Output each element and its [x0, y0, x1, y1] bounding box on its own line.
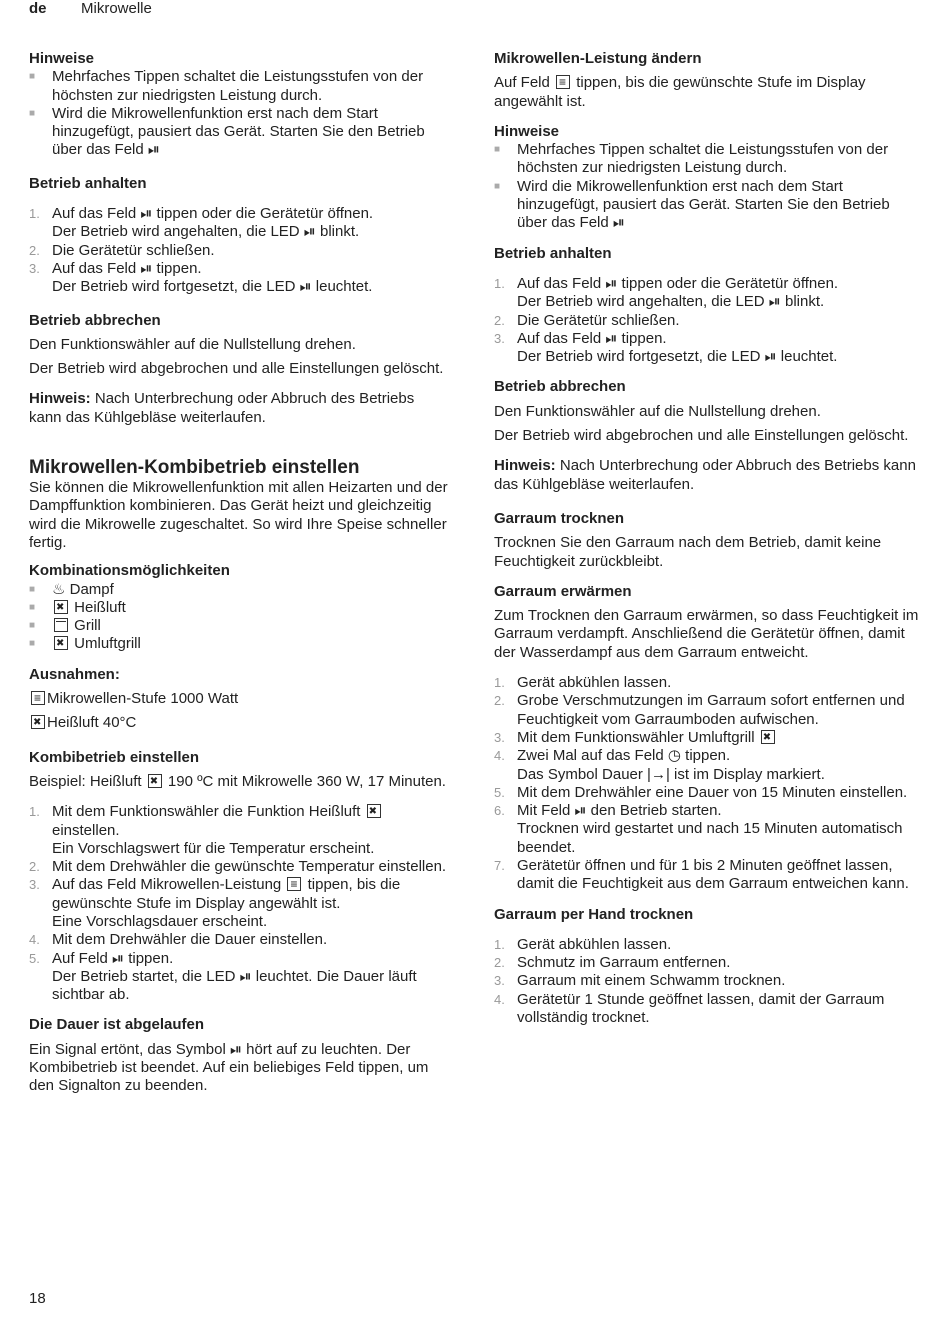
paragraph: Den Funktionswähler auf die Nullstellung drehen.: [494, 402, 821, 420]
list-item: 3. Garraum mit einem Schwamm trocknen.: [494, 972, 786, 990]
section-heading: Mikrowellen-Leistung ändern: [494, 50, 702, 67]
list-item: 5. Auf Feld ⏯ tippen. Der Betrieb startet, die LED ⏯ leuchtet. Die Dauer läuft sichtbar ab.: [29, 949, 417, 1004]
section-title: Mikrowellen-Kombibetrieb einstellen: [29, 457, 360, 479]
hinweise-list: [29, 68, 449, 159]
microwave-power-icon: [31, 691, 45, 705]
paragraph: Der Betrieb wird abgebrochen und alle Einstellungen gelöscht.: [494, 427, 909, 445]
kombibetrieb-steps: [29, 803, 449, 1004]
hand-steps: [494, 936, 919, 1027]
section-heading: Garraum erwärmen: [494, 582, 632, 600]
list-item: 4. Gerätetür 1 Stunde geöffnet lassen, damit der Garraum vollständig trocknet.: [494, 990, 885, 1027]
circulating-grill-icon: [761, 730, 775, 744]
section-heading: Betrieb abbrechen: [494, 378, 626, 396]
right-column: [494, 50, 919, 1027]
section-heading: Betrieb abbrechen: [29, 311, 161, 329]
paragraph: Der Betrieb wird abgebrochen und alle Einstellungen gelöscht.: [29, 360, 444, 378]
chapter-title: Mikrowelle: [81, 0, 152, 17]
paragraph: Zum Trocknen den Garraum erwärmen, so dass Feuchtigkeit im Garraum verdampft. Anschließend die Gerätetür öffnen, damit der Wasserdampf aus dem Garraum entweicht.: [494, 607, 919, 661]
hot-air-icon: [367, 804, 381, 818]
steam-icon: ♨: [52, 580, 66, 598]
list-item: 6. Mit Feld ⏯ den Betrieb starten. Trocknen wird gestartet und nach 15 Minuten automatisch beendet.: [494, 802, 903, 856]
list-item: ✖ ■ Umluftgrill: [29, 635, 449, 653]
section-heading: Hinweise: [29, 50, 95, 67]
section-heading: Garraum trocknen: [494, 509, 625, 527]
section-heading: Betrieb anhalten: [29, 174, 147, 192]
section-heading: Hinweise: [494, 122, 560, 140]
list-item: 3. Auf das Feld ⏯ tippen. Der Betrieb wird fortgesetzt, die LED ⏯ leuchtet.: [29, 259, 373, 296]
list-item: 4. Zwei Mal auf das Feld ◷ tippen. Das Symbol Dauer |→| ist im Display markiert.: [494, 747, 825, 783]
list-item: 1. Mit dem Funktionswähler die Funktion Heißluft ✖ einstellen. Ein Vorschlagswert für die Temperatur erscheint.: [29, 803, 449, 858]
note-paragraph: Hinweis: Nach Unterbrechung oder Abbruch des Betriebs kann das Kühlgebläse weiterlaufen.: [494, 457, 916, 493]
circulating-grill-icon: [54, 636, 68, 650]
list-item: ■ Mehrfaches Tippen schaltet die Leistungsstufen von der höchsten zur niedrigsten Leistung durch.: [29, 68, 449, 105]
paragraph: Den Funktionswähler auf die Nullstellung drehen.: [29, 335, 356, 353]
page-number: 18: [29, 1290, 46, 1307]
page-header: [29, 0, 152, 18]
list-item: 1. Gerät abkühlen lassen.: [494, 935, 672, 953]
list-item: 2. Grobe Verschmutzungen im Garraum sofort entfernen und Feuchtigkeit vom Garraumboden aufwischen.: [494, 692, 905, 728]
section-heading: Kombinationsmöglichkeiten: [29, 562, 230, 580]
list-item: 7. Gerätetür öffnen und für 1 bis 2 Minuten geöffnet lassen, damit die Feuchtigkeit aus dem Garraum entweichen kann.: [494, 856, 909, 893]
list-item: ✖ ■ Heißluft: [29, 599, 449, 617]
list-item: 1. Auf das Feld ⏯ tippen oder die Gerätetür öffnen. Der Betrieb wird angehalten, die LED ⏯ blinkt.: [29, 205, 374, 241]
paragraph: Sie können die Mikrowellenfunktion mit allen Heizarten und der Dampffunktion kombinieren. Das Gerät heizt und gleichzeitig wird die Mikrowelle zugeschaltet. So wird Ihre Speise schneller fertig.: [29, 479, 448, 551]
paragraph: Trocknen Sie den Garraum nach dem Betrieb, damit keine Feuchtigkeit zurückbleibt.: [494, 534, 882, 570]
list-item: ■ Wird die Mikrowellenfunktion erst nach dem Start hinzugefügt, pausiert das Gerät. Starten Sie den Betrieb über das Feld ⏯: [494, 178, 919, 233]
paragraph: Beispiel: Heißluft ✖ 190 ºC mit Mikrowelle 360 W, 17 Minuten.: [29, 773, 449, 791]
list-item: 2. Die Gerätetür schließen.: [494, 311, 680, 329]
erwaermen-steps: [494, 674, 919, 894]
list-item: 1. Auf das Feld ⏯ tippen oder die Gerätetür öffnen. Der Betrieb wird angehalten, die LED ⏯ blinkt.: [494, 274, 839, 311]
hinweise-list: [494, 141, 919, 232]
anhalten-steps: [494, 275, 919, 366]
hot-air-icon: [54, 600, 68, 614]
section-heading: Die Dauer ist abgelaufen: [29, 1016, 205, 1034]
paragraph: ✖Heißluft 40°C: [29, 714, 449, 732]
list-item: ■ ♨ Dampf: [29, 581, 449, 599]
language-code: de: [29, 0, 47, 17]
list-item: 3. Auf das Feld Mikrowellen-Leistung ≡ tippen, bis die gewünschte Stufe im Display angewählt ist. Eine Vorschlagsdauer erscheint.: [29, 876, 449, 931]
hot-air-icon: [148, 774, 162, 788]
section-heading: Garraum per Hand trocknen: [494, 905, 694, 923]
hot-air-icon: [31, 715, 45, 729]
list-item: ■ Grill: [29, 617, 449, 635]
section-heading: Ausnahmen:: [29, 665, 120, 683]
note-paragraph: Hinweis: Nach Unterbrechung oder Abbruch des Betriebs kann das Kühlgebläse weiterlaufen.: [29, 390, 415, 426]
section-heading: Betrieb anhalten: [494, 244, 612, 262]
kombination-list: [29, 581, 449, 654]
section-heading: Kombibetrieb einstellen: [29, 748, 200, 766]
list-item: 2. Die Gerätetür schließen.: [29, 241, 215, 259]
list-item: 2. Schmutz im Garraum entfernen.: [494, 954, 731, 972]
grill-icon: [54, 618, 68, 632]
microwave-power-icon: [287, 877, 301, 891]
list-item: 1. Gerät abkühlen lassen.: [494, 674, 672, 692]
anhalten-steps: [29, 205, 449, 296]
list-item: 4. Mit dem Drehwähler die Dauer einstellen.: [29, 931, 328, 949]
paragraph: ≡Mikrowellen-Stufe 1000 Watt: [29, 690, 449, 708]
list-item: 3. Auf das Feld ⏯ tippen. Der Betrieb wird fortgesetzt, die LED ⏯ leuchtet.: [494, 329, 838, 366]
paragraph: Auf Feld ≡ tippen, bis die gewünschte Stufe im Display angewählt ist.: [494, 74, 919, 111]
microwave-power-icon: [556, 75, 570, 89]
list-item: ■ Wird die Mikrowellenfunktion erst nach dem Start hinzugefügt, pausiert das Gerät. Starten Sie den Betrieb über das Feld ⏯: [29, 105, 449, 160]
list-item: 2. Mit dem Drehwähler die gewünschte Temperatur einstellen.: [29, 858, 447, 876]
list-item: ■ Mehrfaches Tippen schaltet die Leistungsstufen von der höchsten zur niedrigsten Leistung durch.: [494, 141, 919, 178]
paragraph: Ein Signal ertönt, das Symbol ⏯ hört auf zu leuchten. Der Kombibetrieb ist beendet. Auf ein beliebiges Feld tippen, um den Signalton zu beenden.: [29, 1040, 429, 1095]
left-column: [29, 50, 449, 1096]
list-item: 3. Mit dem Funktionswähler Umluftgrill ✖: [494, 729, 919, 747]
list-item: 5. Mit dem Drehwähler eine Dauer von 15 Minuten einstellen.: [494, 783, 908, 801]
